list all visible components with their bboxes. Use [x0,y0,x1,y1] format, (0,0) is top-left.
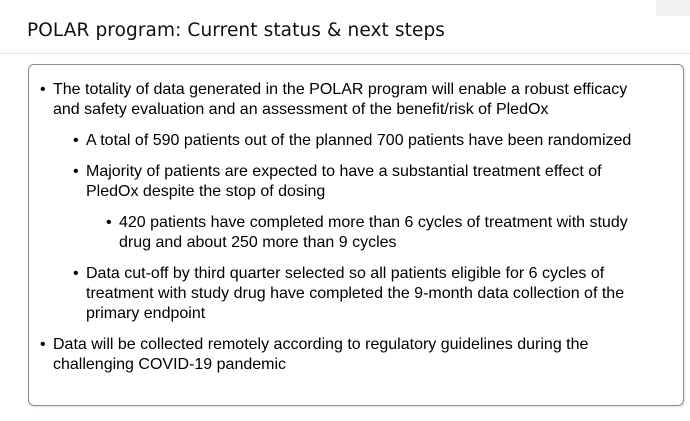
corner-tab [656,0,690,16]
bullet-line: Data will be collected remotely according to regulatory guidelines during the [53,336,589,353]
bullet-item [40,335,588,375]
bullet-line: treatment with study drug have completed the 9-month data collection of the [86,285,625,302]
bullet-item [73,264,624,324]
bullet-item [40,80,627,120]
bullet-line: and safety evaluation and an assessment of the benefit/risk of PledOx [53,101,549,118]
slide-title: POLAR program: Current status & next steps [27,20,446,41]
bullet-line: drug and about 250 more than 9 cycles [119,234,397,251]
bullet-item [73,162,602,202]
bullet-line: The totality of data generated in the POLAR program will enable a robust efficacy [53,81,628,98]
bullet-item [106,213,628,253]
bullet-line: PledOx despite the stop of dosing [86,183,326,200]
bullet-marker: • [40,336,46,353]
bullet-line: A total of 590 patients out of the planned 700 patients have been randomized [86,132,632,149]
bullet-line: challenging COVID-19 pandemic [53,356,287,373]
bullet-marker: • [40,81,46,98]
bullet-line: Majority of patients are expected to have a substantial treatment effect of [86,163,602,180]
bullet-marker: • [106,214,112,231]
bullet-marker: • [73,132,79,149]
bullet-line: 420 patients have completed more than 6 cycles of treatment with study [119,214,628,231]
bullet-marker: • [73,265,79,282]
bullet-line: Data cut-off by third quarter selected so all patients eligible for 6 cycles of [86,265,605,282]
title-divider [0,53,690,54]
bullet-line: primary endpoint [86,305,206,322]
bullet-item [73,131,631,151]
bullet-marker: • [73,163,79,180]
